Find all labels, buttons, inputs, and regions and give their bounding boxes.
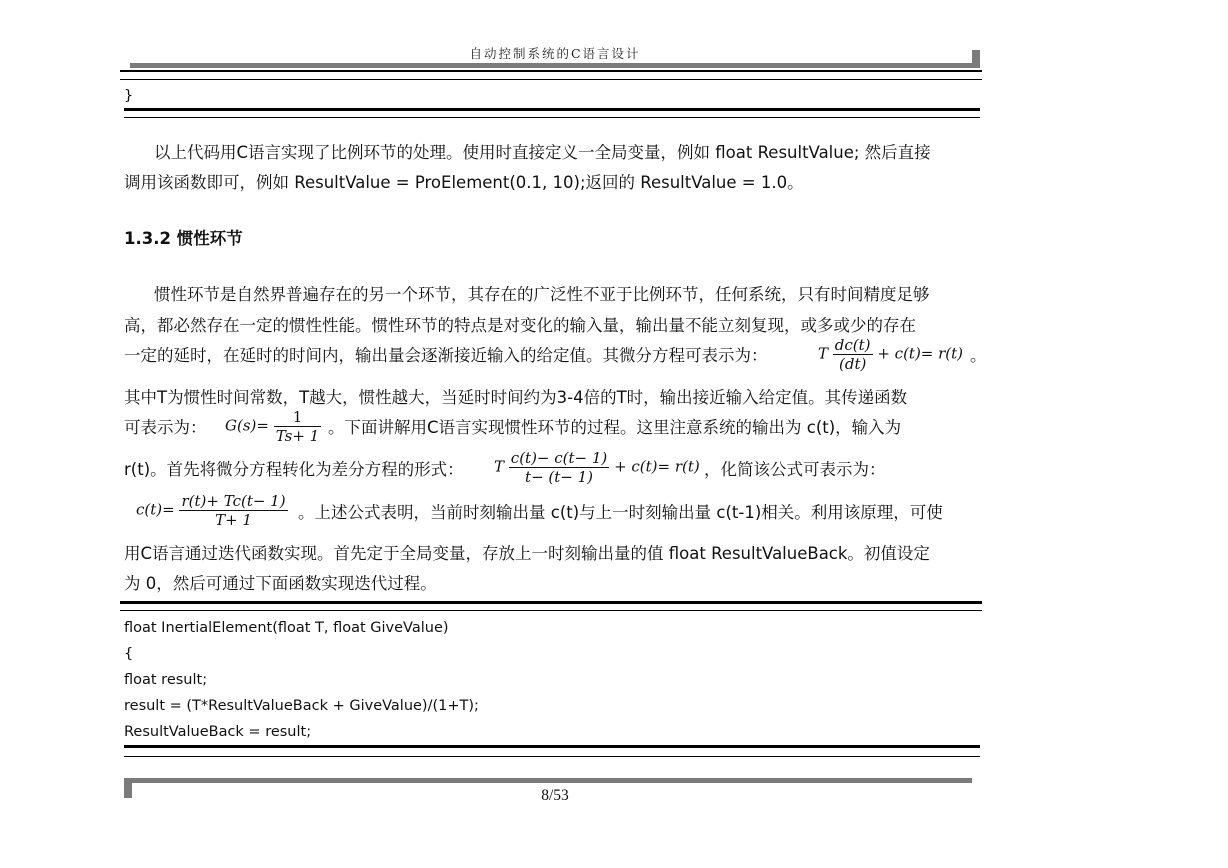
header-bar-end bbox=[972, 50, 980, 68]
fraction-denominator: (dt) bbox=[839, 355, 867, 373]
code-line: ResultValueBack = result; bbox=[124, 724, 312, 740]
para2-line9: 为 0，然后可通过下面函数实现迭代过程。 bbox=[124, 574, 437, 593]
formula-symbol: T bbox=[494, 457, 505, 476]
code-block-top-rule bbox=[120, 601, 982, 604]
para1-line1: 以上代码用C语言实现了比例环节的处理。使用时直接定义一全局变量，例如 float ResultValue; 然后直接 bbox=[154, 143, 931, 162]
fraction-denominator: Ts+ 1 bbox=[275, 427, 320, 445]
header-bar bbox=[130, 63, 972, 68]
formula-fraction bbox=[179, 492, 287, 529]
code-line: float InertialElement(float T, float GiveValue) bbox=[124, 620, 449, 636]
code-line: { bbox=[124, 646, 134, 662]
formula-differential-equation bbox=[818, 336, 963, 373]
page-number: 8/53 bbox=[541, 787, 569, 804]
formula-fraction bbox=[274, 408, 322, 445]
para2-line3-end: 。 bbox=[970, 346, 987, 365]
fraction-denominator: t− (t− 1) bbox=[525, 468, 594, 486]
para2-line3: 一定的延时，在延时的时间内，输出量会逐渐接近输入的给定值。其微分方程可表示为： bbox=[124, 346, 768, 365]
code-block-top-rule-thin bbox=[120, 610, 982, 611]
para2-line5a: 可表示为： bbox=[124, 418, 207, 437]
footer-bar bbox=[124, 778, 972, 783]
code-block-end-rule-thin bbox=[124, 756, 980, 757]
formula-transfer-function bbox=[225, 408, 321, 445]
para2-line4: 其中T为惯性时间常数，T越大，惯性越大，当延时时间约为3-4倍的T时，输出接近输入给定值。其传递函数 bbox=[124, 388, 908, 407]
formula-symbol: T bbox=[818, 344, 829, 363]
formula-fraction bbox=[509, 449, 609, 486]
formula-left: G(s)= bbox=[225, 416, 269, 435]
formula-rest: + c(t)= r(t) bbox=[614, 457, 700, 476]
formula-rest: + c(t)= r(t) bbox=[877, 344, 964, 363]
page-header-title: 自动控制系统的C语言设计 bbox=[469, 46, 641, 61]
fraction-denominator: T+ 1 bbox=[215, 511, 252, 529]
formula-left: c(t)= bbox=[136, 500, 175, 519]
header-rule-thin bbox=[120, 79, 982, 80]
para2-line2: 高，都必然存在一定的惯性性能。惯性环节的特点是对变化的输入量，输出量不能立刻复现，或多或少的存在 bbox=[124, 316, 916, 335]
fraction-numerator: 1 bbox=[274, 408, 322, 427]
formula-fraction bbox=[833, 336, 873, 373]
section-heading: 1.3.2 惯性环节 bbox=[124, 229, 243, 248]
code-closing-brace: } bbox=[124, 88, 134, 104]
para2-line1: 惯性环节是自然界普遍存在的另一个环节，其存在的广泛性不亚于比例环节，任何系统，只有时间精度足够 bbox=[154, 285, 930, 304]
para2-line6b: ，化简该公式可表示为： bbox=[704, 460, 886, 479]
fraction-numerator: c(t)− c(t− 1) bbox=[510, 449, 608, 467]
code-line: result = (T*ResultValueBack + GiveValue)/(1+T); bbox=[124, 698, 479, 714]
code-block-bottom-rule-thin bbox=[124, 117, 980, 118]
para2-line7: 。上述公式表明，当前时刻输出量 c(t)与上一时刻输出量 c(t-1)相关。利用该原理，可使 bbox=[298, 503, 943, 522]
para1-line2: 调用该函数即可，例如 ResultValue = ProElement(0.1, 10);返回的 ResultValue = 1.0。 bbox=[124, 173, 804, 192]
para2-line6a: r(t)。首先将微分方程转化为差分方程的形式： bbox=[124, 460, 464, 479]
fraction-numerator: dc(t) bbox=[834, 336, 871, 354]
formula-iteration bbox=[136, 492, 288, 529]
formula-difference-equation bbox=[494, 449, 700, 486]
para2-line5b: 。下面讲解用C语言实现惯性环节的过程。这里注意系统的输出为 c(t)，输入为 bbox=[328, 418, 902, 437]
header-rule bbox=[120, 70, 982, 72]
fraction-numerator: r(t)+ Tc(t− 1) bbox=[181, 492, 286, 510]
code-line: float result; bbox=[124, 672, 208, 688]
code-block-bottom-rule bbox=[124, 108, 980, 111]
code-block-end-rule bbox=[124, 745, 980, 748]
para2-line8: 用C语言通过迭代函数实现。首先定于全局变量，存放上一时刻输出量的值 float ResultValueBack。初值设定 bbox=[124, 544, 930, 563]
